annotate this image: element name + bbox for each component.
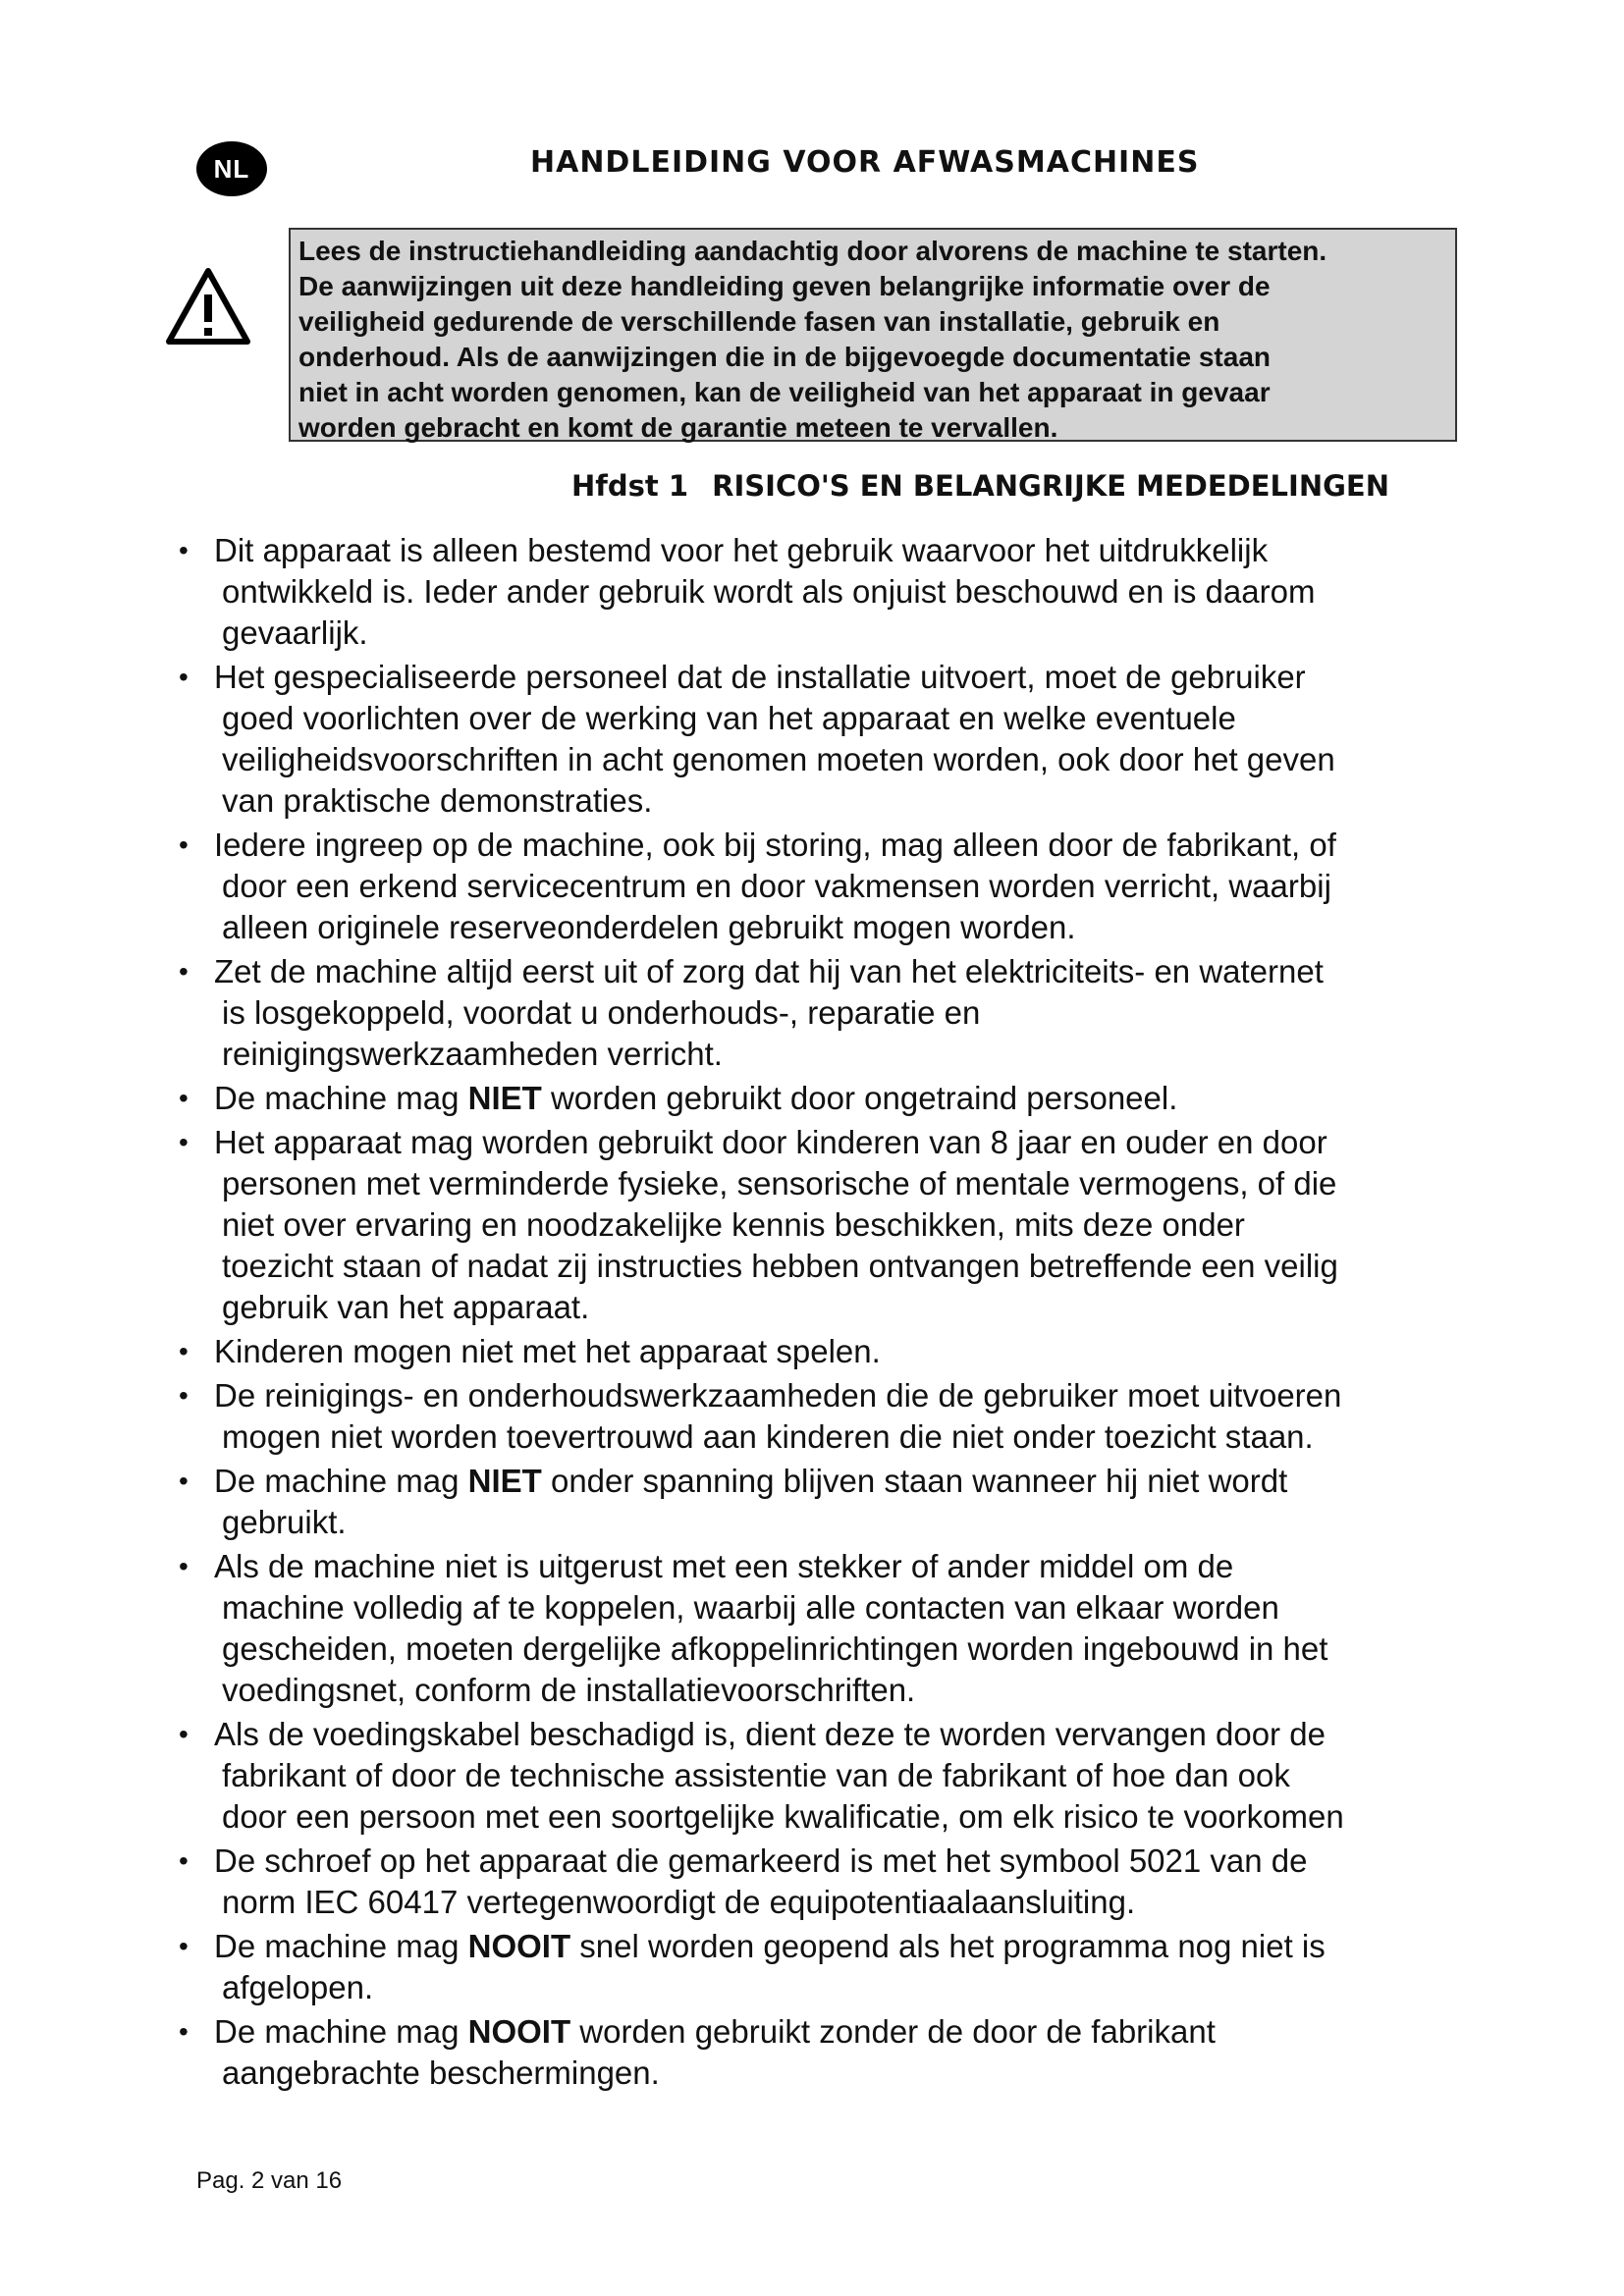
list-item-line: gebruik van het apparaat. xyxy=(222,1289,590,1325)
list-item-line: van praktische demonstraties. xyxy=(222,782,653,819)
list-item xyxy=(167,530,1483,654)
warning-line: Lees de instructiehandleiding aandachtig door alvorens de machine te starten. xyxy=(298,236,1327,266)
bullet-dot-icon: • xyxy=(179,1931,189,1961)
list-item xyxy=(167,1714,1483,1838)
list-item-line: De machine mag NIET onder spanning blijven staan wanneer hij niet wordt xyxy=(214,1463,1288,1499)
list-item-line: mogen niet worden toevertrouwd aan kinderen die niet onder toezicht staan. xyxy=(222,1418,1314,1455)
list-item-line: Dit apparaat is alleen bestemd voor het gebruik waarvoor het uitdrukkelijk xyxy=(214,532,1269,568)
list-item-line: gescheiden, moeten dergelijke afkoppelinrichtingen worden ingebouwd in het xyxy=(222,1630,1328,1667)
list-item-line: door een erkend servicecentrum en door vakmensen worden verricht, waarbij xyxy=(222,868,1331,904)
bullet-dot-icon: • xyxy=(179,1551,189,1581)
list-item-line: Kinderen mogen niet met het apparaat spelen. xyxy=(214,1333,881,1369)
list-item xyxy=(167,1461,1483,1543)
list-item-line: veiligheidsvoorschriften in acht genomen moeten worden, ook door het geven xyxy=(222,741,1335,777)
warning-line: niet in acht worden genomen, kan de veiligheid van het apparaat in gevaar xyxy=(298,377,1271,407)
language-badge: NL xyxy=(196,141,267,196)
list-item-line: aangebrachte beschermingen. xyxy=(222,2055,660,2091)
list-item-line: Als de machine niet is uitgerust met een stekker of ander middel om de xyxy=(214,1548,1234,1584)
list-item xyxy=(167,2011,1483,2094)
list-item-line: door een persoon met een soortgelijke kwalificatie, om elk risico te voorkomen xyxy=(222,1798,1344,1835)
bullet-dot-icon: • xyxy=(179,1466,189,1496)
list-item xyxy=(167,1122,1483,1328)
warning-notice-box xyxy=(289,228,1457,442)
list-item xyxy=(167,1926,1483,2008)
list-item xyxy=(167,1375,1483,1458)
bullet-dot-icon: • xyxy=(179,535,189,565)
warning-line: De aanwijzingen uit deze handleiding geven belangrijke informatie over de xyxy=(298,271,1271,301)
list-item-line: voedingsnet, conform de installatievoorschriften. xyxy=(222,1672,916,1708)
list-item-line: Als de voedingskabel beschadigd is, dient deze te worden vervangen door de xyxy=(214,1716,1326,1752)
bullet-dot-icon: • xyxy=(179,829,189,860)
chapter-number: Hfdst 1 xyxy=(571,469,689,503)
chapter-title: RISICO'S EN BELANGRIJKE MEDEDELINGEN xyxy=(712,469,1389,503)
list-item-line: gebruikt. xyxy=(222,1504,347,1540)
bullet-dot-icon: • xyxy=(179,1380,189,1411)
list-item xyxy=(167,1078,1483,1119)
list-item-line: Zet de machine altijd eerst uit of zorg dat hij van het elektriciteits- en waternet xyxy=(214,953,1324,989)
warning-line: veiligheid gedurende de verschillende fasen van installatie, gebruik en xyxy=(298,306,1220,337)
list-item-line: niet over ervaring en noodzakelijke kennis beschikken, mits deze onder xyxy=(222,1206,1245,1243)
list-item-line: De schroef op het apparaat die gemarkeerd is met het symbool 5021 van de xyxy=(214,1842,1308,1879)
bullet-dot-icon: • xyxy=(179,1083,189,1113)
safety-bullet-list xyxy=(167,530,1483,2097)
list-item-line: goed voorlichten over de werking van het apparaat en welke eventuele xyxy=(222,700,1236,736)
bullet-dot-icon: • xyxy=(179,1845,189,1876)
list-item-line: De machine mag NOOIT snel worden geopend als het programma nog niet is xyxy=(214,1928,1326,1964)
bullet-dot-icon: • xyxy=(179,1127,189,1157)
page-number: Pag. 2 van 16 xyxy=(196,2167,343,2194)
list-item-line: Het apparaat mag worden gebruikt door kinderen van 8 jaar en ouder en door xyxy=(214,1124,1327,1160)
list-item xyxy=(167,657,1483,822)
list-item-line: gevaarlijk. xyxy=(222,614,368,651)
list-item-line: reinigingswerkzaamheden verricht. xyxy=(222,1036,723,1072)
list-item-line: De machine mag NOOIT worden gebruikt zonder de door de fabrikant xyxy=(214,2013,1216,2050)
warning-line: onderhoud. Als de aanwijzingen die in de bijgevoegde documentatie staan xyxy=(298,342,1271,372)
list-item xyxy=(167,951,1483,1075)
bullet-dot-icon: • xyxy=(179,956,189,987)
list-item-line: is losgekoppeld, voordat u onderhouds-, reparatie en xyxy=(222,994,981,1031)
list-item xyxy=(167,825,1483,948)
list-item-line: De machine mag NIET worden gebruikt door ongetraind personeel. xyxy=(214,1080,1178,1116)
chapter-heading xyxy=(571,469,1389,503)
warning-triangle-icon xyxy=(165,267,251,346)
list-item-line: De reinigings- en onderhoudswerkzaamheden die de gebruiker moet uitvoeren xyxy=(214,1377,1342,1414)
document-title: HANDLEIDING VOOR AFWASMACHINES xyxy=(530,145,1200,180)
list-item-line: afgelopen. xyxy=(222,1969,374,2005)
list-item-line: ontwikkeld is. Ieder ander gebruik wordt als onjuist beschouwd en is daarom xyxy=(222,573,1316,610)
bullet-dot-icon: • xyxy=(179,2016,189,2047)
list-item xyxy=(167,1841,1483,1923)
list-item-line: toezicht staan of nadat zij instructies hebben ontvangen betreffende een veilig xyxy=(222,1248,1338,1284)
list-item-line: norm IEC 60417 vertegenwoordigt de equipotentiaalaansluiting. xyxy=(222,1884,1136,1920)
list-item-line: personen met verminderde fysieke, sensorische of mentale vermogens, of die xyxy=(222,1165,1337,1201)
list-item xyxy=(167,1546,1483,1711)
bullet-dot-icon: • xyxy=(179,662,189,692)
bullet-dot-icon: • xyxy=(179,1336,189,1366)
warning-line: worden gebracht en komt de garantie meteen te vervallen. xyxy=(298,412,1058,443)
list-item-line: Het gespecialiseerde personeel dat de installatie uitvoert, moet de gebruiker xyxy=(214,659,1306,695)
bullet-dot-icon: • xyxy=(179,1719,189,1749)
list-item-line: Iedere ingreep op de machine, ook bij storing, mag alleen door de fabrikant, of xyxy=(214,827,1336,863)
list-item-line: fabrikant of door de technische assistentie van de fabrikant of hoe dan ook xyxy=(222,1757,1290,1793)
list-item xyxy=(167,1331,1483,1372)
list-item-line: machine volledig af te koppelen, waarbij alle contacten van elkaar worden xyxy=(222,1589,1279,1626)
list-item-line: alleen originele reserveonderdelen gebruikt mogen worden. xyxy=(222,909,1076,945)
